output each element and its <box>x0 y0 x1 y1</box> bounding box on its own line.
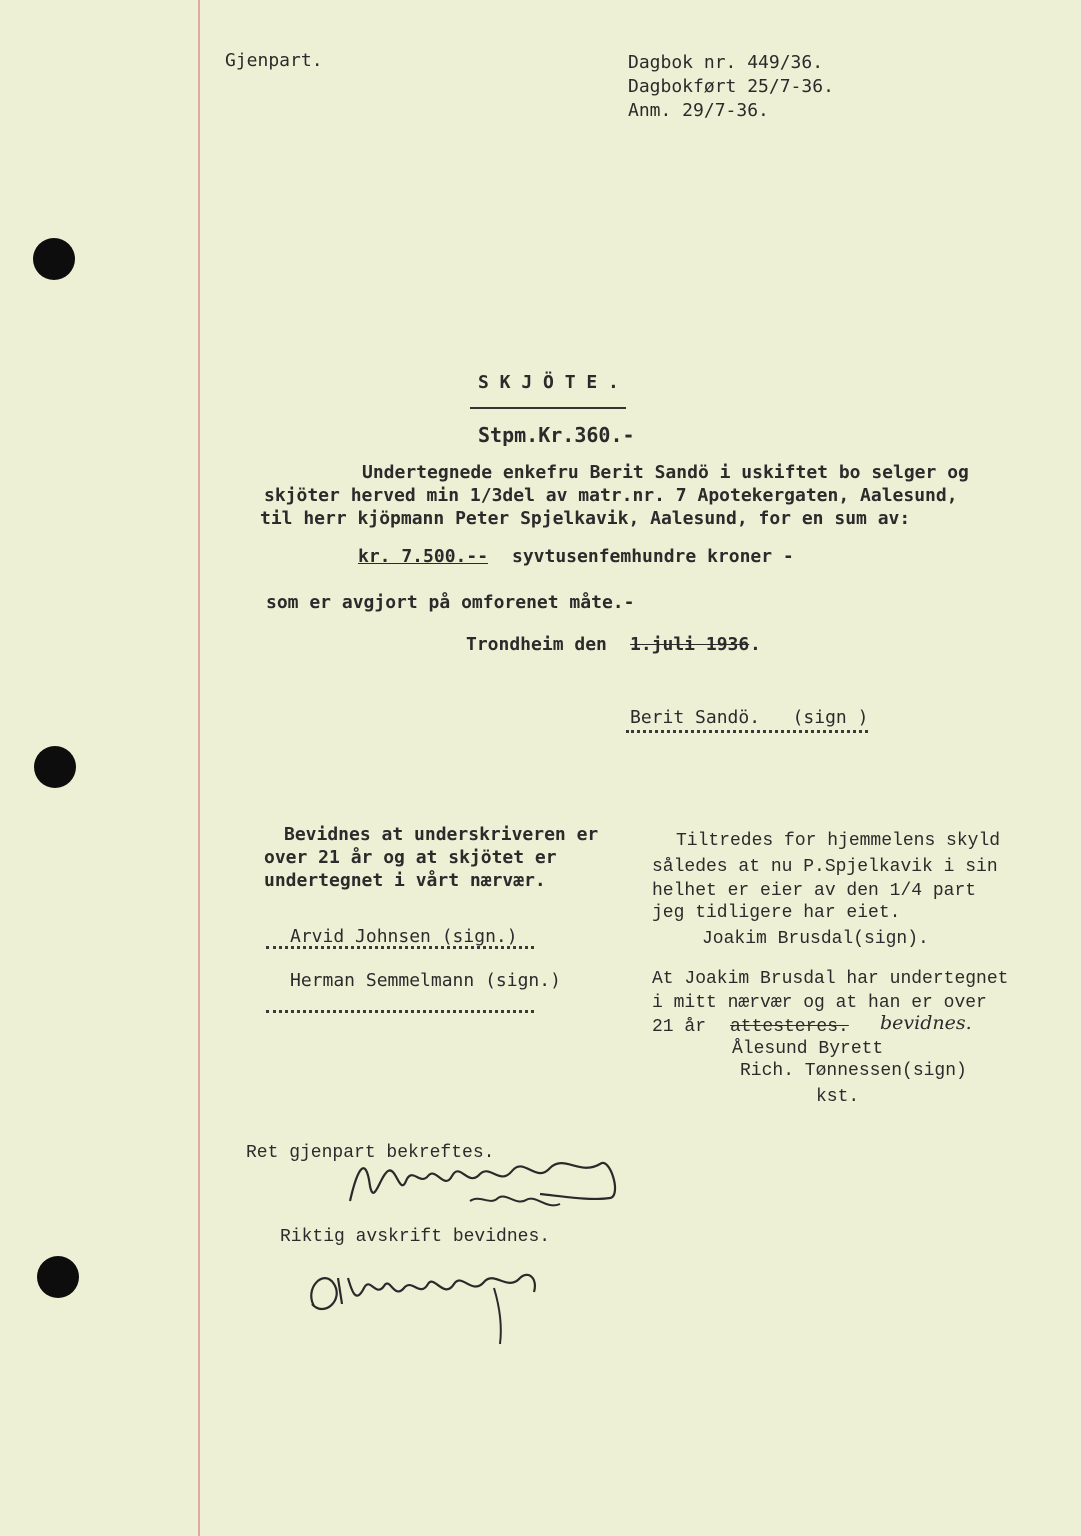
body-line-3: til herr kjöpmann Peter Spjelkavik, Aalesund, for en sum av: <box>260 508 911 529</box>
handwritten-signature-2 <box>294 1248 554 1348</box>
attest-line-3-prefix: 21 år <box>652 1017 707 1037</box>
body-line-2: skjöter herved min 1/3del av matr.nr. 7 Apotekergaten, Aalesund, <box>264 485 958 506</box>
header-gjenpart: Gjenpart. <box>225 50 323 71</box>
body-line-1: Undertegnede enkefru Berit Sandö i uskiftet bo selger og <box>362 462 969 483</box>
amount-number: kr. 7.500.-- <box>358 546 489 567</box>
consent-line-4: jeg tidligere har eiet. <box>652 903 901 923</box>
header-dagbok: Dagbok nr. 449/36. <box>628 52 824 73</box>
witness-line-a <box>266 946 534 949</box>
margin-line <box>198 0 200 1536</box>
date-struck: 1.juli 1936 <box>630 634 750 655</box>
punch-hole-top <box>33 238 75 280</box>
consent-line-2: således at nu P.Spjelkavik i sin <box>652 857 998 877</box>
title-underline <box>470 407 626 409</box>
witness-line-b <box>266 1010 534 1013</box>
body-line-5: som er avgjort på omforenet måte.- <box>266 592 635 613</box>
witness-signature-2: Herman Semmelmann (sign.) <box>290 970 561 991</box>
stamp-duty: Stpm.Kr.360.- <box>478 423 635 447</box>
document-title: S K J Ö T E . <box>478 372 619 393</box>
header-anm: Anm. 29/7-36. <box>628 100 769 121</box>
judge-signature: Rich. Tønnessen(sign) <box>740 1061 967 1081</box>
judge-title: kst. <box>816 1087 860 1107</box>
punch-hole-bottom <box>37 1256 79 1298</box>
date-end: . <box>750 634 761 655</box>
attest-line-2: i mitt nærvær og at han er over <box>652 993 987 1013</box>
correct-copy: Riktig avskrift bevidnes. <box>280 1227 551 1247</box>
amount-words: syvtusenfemhundre kroner - <box>512 546 794 567</box>
seller-signature: Berit Sandö. (sign ) <box>630 707 869 728</box>
witness-line-1: Bevidnes at underskriveren er <box>284 824 599 845</box>
punch-hole-middle <box>34 746 76 788</box>
certified-copy: Ret gjenpart bekreftes. <box>246 1143 495 1163</box>
witness-signature-1: Arvid Johnsen (sign.) <box>290 926 518 947</box>
handwritten-signature-1 <box>340 1146 640 1226</box>
witness-line-2: over 21 år og at skjötet er <box>264 847 557 868</box>
consent-signature: Joakim Brusdal(sign). <box>702 929 929 949</box>
attest-line-1: At Joakim Brusdal har undertegnet <box>652 969 1009 989</box>
court-name: Ålesund Byrett <box>732 1039 884 1059</box>
consent-line-1: Tiltredes for hjemmelens skyld <box>676 831 1001 851</box>
seller-signature-line <box>626 730 868 733</box>
consent-line-3: helhet er eier av den 1/4 part <box>652 881 977 901</box>
attest-handwritten-correction: bevidnes. <box>880 1012 972 1034</box>
witness-line-3: undertegnet i vårt nærvær. <box>264 870 546 891</box>
attest-line-3-struck: attesteres. <box>730 1017 849 1037</box>
header-dagbokfort: Dagbokført 25/7-36. <box>628 76 834 97</box>
place: Trondheim den <box>466 634 607 655</box>
